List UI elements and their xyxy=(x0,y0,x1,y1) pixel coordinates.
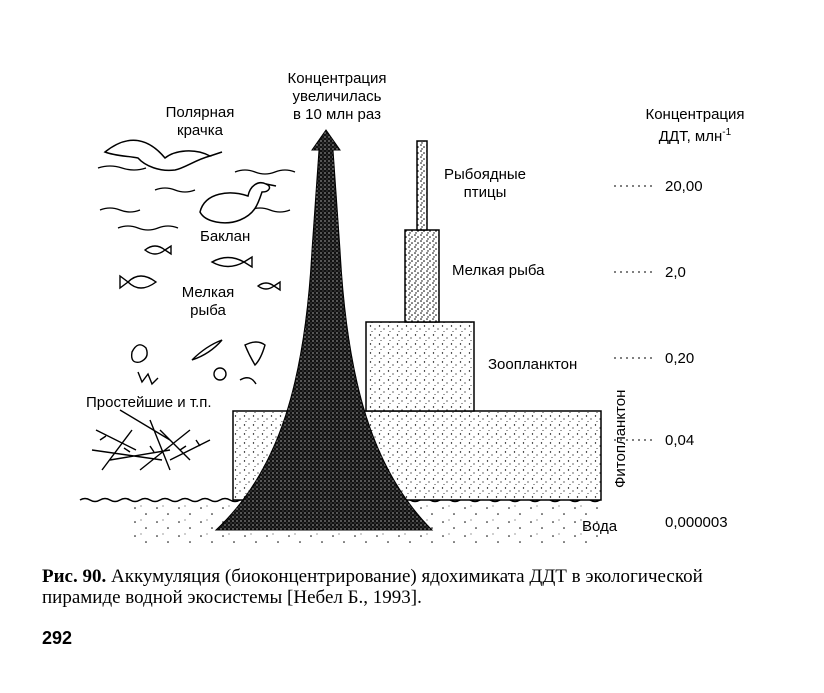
tern-icon xyxy=(105,140,222,170)
tern-label: Полярная крачка xyxy=(165,104,235,139)
protozoa-icons xyxy=(132,340,265,384)
small-fish-label: Мелкая рыба xyxy=(181,284,235,319)
level-birds-label: Рыбоядные птицы xyxy=(443,166,526,201)
small-fish-block xyxy=(405,230,439,322)
conc-zooplankton: 0,20 xyxy=(665,350,695,367)
cormorant-icon xyxy=(200,183,276,223)
conc-small-fish: 2,0 xyxy=(665,264,686,281)
level-small-fish-label: Мелкая рыба xyxy=(452,262,545,279)
fish-eating-birds-block xyxy=(417,141,427,230)
conc-phytoplankton: 0,04 xyxy=(665,432,695,449)
level-zooplankton-label: Зоопланктон xyxy=(488,356,578,373)
protozoa-label: Простейшие и т.п. xyxy=(86,394,212,411)
conc-birds: 20,00 xyxy=(665,178,703,195)
right-header: Концентрация ДДТ, млн$^{-1}$ xyxy=(645,106,745,145)
phytoplankton-strands xyxy=(92,410,210,470)
center-label: Концентрация увеличилась в 10 млн раз xyxy=(287,70,387,123)
cormorant-label: Баклан xyxy=(200,228,251,245)
figure-caption xyxy=(42,566,782,608)
zooplankton-block xyxy=(366,322,474,411)
level-phytoplankton-label: Фитопланктон xyxy=(612,389,629,488)
level-water-label: Вода xyxy=(582,518,618,535)
caption-label: Рис. 90. xyxy=(42,566,107,587)
page-number: 292 xyxy=(42,628,73,648)
sea-waves-illustration xyxy=(98,166,295,230)
caption-text: Аккумуляция (биоконцентрирование) ядохимиката ДДТ в экологической пирамиде водной экосистемы [Небел Б., 1993]. xyxy=(42,566,703,608)
conc-water: 0,000003 xyxy=(665,514,728,531)
